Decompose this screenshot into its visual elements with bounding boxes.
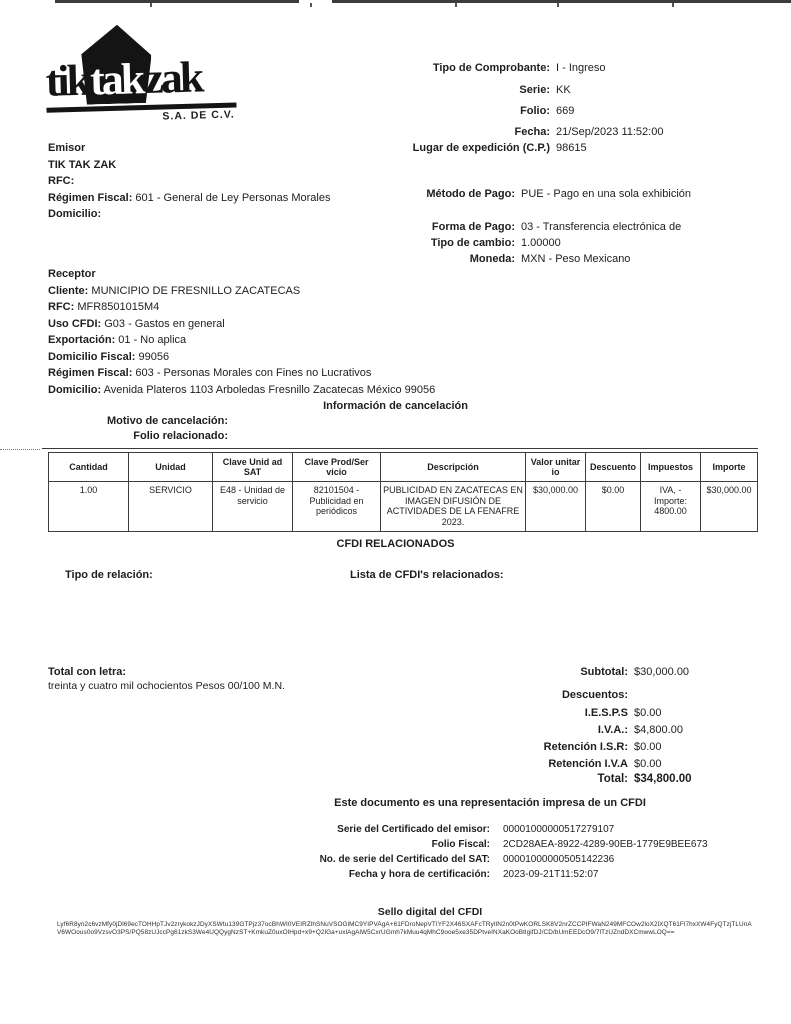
sello-digital-value: Lyf6R8yn2c6vzMfy0jDl69ecTOHHpTJv2zrykokzJDyXSWtu139GTPjz37ocBhWI0VEIRZlhSNuVSOGlMC9YIPVAgA+61FDroNepVTIYF2X46SXAFcTRyIlN2n0tPwKORLSK8V2nrZCCPIFWaN249MFCOw2loX2lXQT61Fl7hxXW4FyQTzjTLUnAV6WOous0o9VzsvO3PS/PQ58zUJccPg61zkS3We4UQQygNzST+KmkuZ0uxOlHpd+x9+Q2lGa+uxlAgAlW5CxrUGmh7kMuu4qMhC9ooe5xe35DPtveINXaKOoBtlgifDJ/CD/bUmEEDcO9/7lTzUZndDXCmwwLOQ== xyxy=(57,921,752,936)
serie-certificado-emisor-value: 00001000000517279107 xyxy=(503,824,615,835)
subtotal-label: Subtotal: xyxy=(580,666,628,678)
emisor-rfc xyxy=(48,173,468,190)
fecha-certificacion-value: 2023-09-21T11:52:07 xyxy=(503,869,599,880)
receptor-cliente-value: MUNICIPIO DE FRESNILLO ZACATECAS xyxy=(91,284,301,297)
field-subtotal xyxy=(430,664,770,681)
iva-value: $4,800.00 xyxy=(634,724,683,736)
folio-fiscal-label: Folio Fiscal: xyxy=(431,839,490,850)
receptor-uso-cfdi xyxy=(48,316,628,333)
field-fecha xyxy=(180,124,740,141)
metodo-pago-value: PUE - Pago en una sola exhibición xyxy=(521,188,691,200)
scan-tick-artifact xyxy=(672,3,674,7)
scan-tick-artifact xyxy=(455,3,457,7)
receptor-domicilio-fiscal xyxy=(48,349,628,366)
folio-fiscal-value: 2CD28AEA-8922-4289-90EB-1779E9BEE673 xyxy=(503,839,708,850)
receptor-domicilio-fiscal-label: Domicilio Fiscal: xyxy=(48,350,136,363)
cancelacion-labels xyxy=(48,414,228,444)
fecha-certificacion-label: Fecha y hora de certificación: xyxy=(348,869,490,880)
field-total xyxy=(430,773,770,785)
item-row xyxy=(49,482,758,532)
iesps-value: $0.00 xyxy=(634,707,662,719)
folio-relacionado-label: Folio relacionado: xyxy=(133,430,228,442)
scan-tick-artifact xyxy=(150,3,152,7)
receptor-rfc-value: MFR8501015M4 xyxy=(77,301,160,313)
emisor-regimen-value: 601 - General de Ley Personas Morales xyxy=(135,191,331,204)
col-valor-unitario: Valor unitar io xyxy=(526,453,586,482)
receptor-domicilio-value: Avenida Plateros 1103 Arboledas Fresnillo Zacatecas México 99056 xyxy=(103,383,436,396)
col-impuestos: Impuestos xyxy=(641,453,701,482)
field-serie-certificado-sat xyxy=(200,852,770,867)
serie-certificado-sat-value: 00001000000505142236 xyxy=(503,854,615,865)
tipo-cambio-value: 1.00000 xyxy=(521,237,561,249)
receptor-rfc-label: RFC: xyxy=(48,301,75,313)
field-serie-certificado-emisor xyxy=(200,822,770,837)
field-tipo-cambio xyxy=(150,235,750,252)
tipo-comprobante-value: I - Ingreso xyxy=(556,62,606,74)
scan-tick-artifact xyxy=(557,3,559,7)
field-retencion-iva xyxy=(430,756,770,773)
field-iesps xyxy=(430,705,770,722)
iva-label: I.V.A.: xyxy=(597,724,628,736)
scan-tick-artifact xyxy=(310,3,312,7)
total-label: Total: xyxy=(597,773,628,785)
fecha-label: Fecha: xyxy=(514,126,550,138)
emisor-section xyxy=(48,140,468,223)
items-table xyxy=(48,452,758,532)
receptor-regimen xyxy=(48,365,628,382)
retencion-isr-value: $0.00 xyxy=(634,741,662,753)
cell-descuento: $0.00 xyxy=(586,482,641,532)
logo-text-left: tik xyxy=(45,55,89,106)
cell-descripcion: PUBLICIDAD EN ZACATECAS EN IMAGEN DIFUSIÓN DE ACTIVIDADES DE LA FENAFRE 2023. xyxy=(381,482,526,532)
field-fecha-certificacion xyxy=(200,867,770,882)
motivo-cancelacion-label: Motivo de cancelación: xyxy=(106,415,228,427)
emisor-title: Emisor xyxy=(48,142,86,154)
col-cantidad: Cantidad xyxy=(49,453,129,482)
cfdi-printed-note: Este documento es una representación impresa de un CFDI xyxy=(334,797,646,809)
cell-valor-unitario: $30,000.00 xyxy=(526,482,586,532)
receptor-uso-value: G03 - Gastos en general xyxy=(104,317,225,330)
tipo-cambio-label: Tipo de cambio: xyxy=(430,237,515,249)
fecha-value: 21/Sep/2023 11:52:00 xyxy=(556,126,664,138)
scan-edge-artifact xyxy=(332,0,791,3)
emisor-regimen xyxy=(48,190,468,207)
lugar-expedicion-value: 98615 xyxy=(556,142,587,154)
cell-unidad: SERVICIO xyxy=(129,482,213,532)
folio-value: 669 xyxy=(556,105,575,117)
receptor-title: Receptor xyxy=(48,268,96,280)
lugar-expedicion-label: Lugar de expedición (C.P.) xyxy=(412,142,550,154)
sello-digital-title: Sello digital del CFDI xyxy=(377,906,483,918)
total-value: $34,800.00 xyxy=(634,773,692,785)
col-clave-prod-servicio: Clave Prod/Ser vicio xyxy=(293,453,381,482)
field-folio-fiscal xyxy=(200,837,770,852)
retencion-isr-label: Retención I.S.R: xyxy=(543,741,628,753)
total-letra-value: treinta y cuatro mil ochocientos Pesos 00/100 M.N. xyxy=(48,680,285,692)
receptor-cliente xyxy=(48,283,628,300)
total-letra-label: Total con letra: xyxy=(48,666,127,678)
field-iva xyxy=(430,722,770,739)
receptor-exportacion-label: Exportación: xyxy=(48,334,116,346)
cell-clave-unidad-sat: E48 - Unidad de servicio xyxy=(213,482,293,532)
items-header-row xyxy=(49,453,758,482)
cell-importe: $30,000.00 xyxy=(701,482,758,532)
cancelacion-title: Información de cancelación xyxy=(323,400,468,412)
descuentos-label: Descuentos: xyxy=(561,689,628,701)
serie-certificado-sat-label: No. de serie del Certificado del SAT: xyxy=(319,854,490,865)
receptor-domicilio-label: Domicilio: xyxy=(48,383,102,396)
tipo-relacion-label: Tipo de relación: xyxy=(65,569,153,581)
forma-pago-label: Forma de Pago: xyxy=(431,221,515,233)
field-descuentos xyxy=(430,687,770,704)
serie-value: KK xyxy=(556,84,571,96)
receptor-domicilio xyxy=(48,382,628,399)
cell-cantidad: 1.00 xyxy=(49,482,129,532)
scan-edge-artifact xyxy=(55,0,299,3)
receptor-rfc xyxy=(48,299,628,316)
forma-pago-value: 03 - Transferencia electrónica de xyxy=(521,221,682,233)
field-tipo-comprobante xyxy=(180,60,740,77)
cell-clave-prod-servicio: 82101504 - Publicidad en periódicos xyxy=(293,482,381,532)
col-descuento: Descuento xyxy=(586,453,641,482)
emisor-name: TIK TAK ZAK xyxy=(48,158,117,171)
receptor-regimen-value: 603 - Personas Morales con Fines no Lucrativos xyxy=(135,367,372,379)
moneda-label: Moneda: xyxy=(469,253,515,265)
metodo-pago-label: Método de Pago: xyxy=(426,188,515,200)
serie-certificado-emisor-label: Serie del Certificado del emisor: xyxy=(337,824,490,835)
col-descripcion: Descripción xyxy=(381,453,526,482)
folio-label: Folio: xyxy=(520,105,550,117)
emisor-rfc-label: RFC: xyxy=(48,175,75,187)
emisor-regimen-label: Régimen Fiscal: xyxy=(48,191,133,204)
receptor-regimen-label: Régimen Fiscal: xyxy=(48,367,133,379)
logo-suffix: S.A. DE C.V. xyxy=(162,108,235,123)
field-serie xyxy=(180,82,740,99)
receptor-cliente-label: Cliente: xyxy=(48,284,89,297)
receptor-uso-label: Uso CFDI: xyxy=(48,317,102,330)
lista-cfdi-relacionados-label: Lista de CFDI's relacionados: xyxy=(350,569,504,581)
field-folio xyxy=(180,103,740,120)
col-clave-unidad-sat: Clave Unid ad SAT xyxy=(213,453,293,482)
col-importe: Importe xyxy=(701,453,758,482)
field-retencion-isr xyxy=(430,739,770,756)
receptor-section xyxy=(48,266,628,398)
retencion-iva-value: $0.00 xyxy=(634,758,662,770)
tipo-comprobante-label: Tipo de Comprobante: xyxy=(432,62,550,74)
house-icon: tak xyxy=(89,54,143,105)
retencion-iva-label: Retención I.V.A xyxy=(548,758,628,770)
emisor-domicilio-label: Domicilio: xyxy=(48,208,102,220)
cfdi-relacionados-title: CFDI RELACIONADOS xyxy=(336,538,455,550)
receptor-exportacion-value: 01 - No aplica xyxy=(118,334,187,346)
subtotal-value: $30,000.00 xyxy=(634,666,690,678)
logo-text-right: zak xyxy=(143,52,202,104)
emisor-domicilio xyxy=(48,206,468,223)
receptor-exportacion xyxy=(48,332,628,349)
receptor-domicilio-fiscal-value: 99056 xyxy=(138,350,170,363)
serie-label: Serie: xyxy=(519,84,550,96)
cell-impuestos: IVA, - Importe: 4800.00 xyxy=(641,482,701,532)
divider xyxy=(0,449,40,450)
moneda-value: MXN - Peso Mexicano xyxy=(521,253,631,265)
iesps-label: I.E.S.P.S xyxy=(584,707,628,719)
col-unidad: Unidad xyxy=(129,453,213,482)
divider xyxy=(42,448,758,449)
